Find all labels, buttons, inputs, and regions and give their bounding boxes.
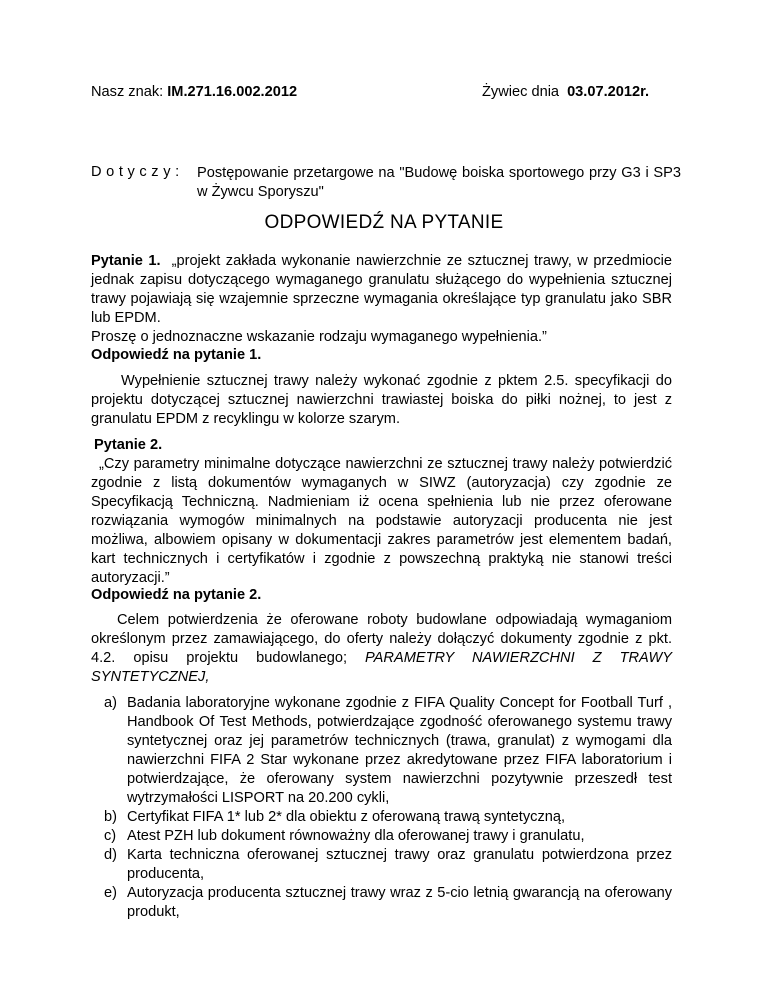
date-label: Żywiec dnia [482,84,560,100]
list-item-text: Badania laboratoryjne wykonane zgodnie z FIFA Quality Concept for Football Turf , Handbook Of Test Methods, potwierdzające zgodność oferowanego systemu trawy syntetycznej oraz jej parametrów technicznych (trawa, granulat) z wymogami dla nawierzchni FIFA 2 Star wykonane przez akredytowane przez FIFA laboratorium i potwierdzające, że oferowany system nawierzchni pozytywnie przeszedł test wytrzymałości LISPORT na 20.200 cykli, [127,695,672,806]
list-item-text: Certyfikat FIFA 1* lub 2* dla obiektu z oferowaną trawą syntetyczną, [127,809,566,825]
answer-1-heading: Odpowiedź na pytanie 1. [91,347,262,363]
list-item-marker: a) [104,695,117,711]
question-1-text [91,252,672,328]
question-1 [91,252,672,347]
list-item-marker: c) [104,828,117,844]
reference-label: Nasz znak: [91,84,164,100]
subject-text: Postępowanie przetargowe na "Budowę boiska sportowego przy G3 i SP3 w Żywcu Sporyszu" [197,165,681,200]
list-item [91,827,672,846]
question-2 [91,436,672,588]
subject-label: Dotyczy: [91,164,184,180]
reference-number [91,84,297,100]
reference-value: IM.271.16.002.2012 [167,84,298,100]
list-item-marker: b) [104,809,117,825]
list-item-marker: e) [104,885,117,901]
list-item [91,808,672,827]
answer-2-heading: Odpowiedź na pytanie 2. [91,587,262,603]
list-item-text: Karta techniczna oferowanej sztucznej trawy oraz granulatu potwierdzona przez producenta, [127,847,672,882]
list-item [91,846,672,884]
question-1-label: Pytanie 1. [91,253,161,269]
question-2-text: „Czy parametry minimalne dotyczące nawierzchni ze sztucznej trawy należy potwierdzić zgodnie z listą dokumentów wymaganych w SIWZ (autoryzacja) czy zgodnie ze Specyfikacją Techniczną. Nadmieniam iż ocena spełnienia lub nie przez oferowane rozwiązania wymogów minimalnych na podstawie autoryzacji producenta nie jest możliwa, albowiem opisany w dokumentacji zakres parametrów jest elementem badań, kart technicznych i certyfikatów i zgodnie z powszechną praktyką nie stanowi treści autoryzacji.” [91,456,672,586]
answer-1-text: Wypełnienie sztucznej trawy należy wykonać zgodnie z pktem 2.5. specyfikacji do projektu dotyczącej sztucznej nawierzchni trawiastej boiska do piłki nożnej, to jest z granulatu EPDM z recyklingu w kolorze szarym. [91,373,672,427]
list-item-marker: d) [104,847,117,863]
list-item-text: Autoryzacja producenta sztucznej trawy wraz z 5-cio letnią gwarancją na oferowany produkt, [127,885,672,920]
answer-2-intro-italic: PARAMETRY NAWIERZCHNI Z TRAWY SYNTETYCZNEJ, [91,650,672,685]
list-item [91,694,672,808]
document-date [482,84,649,100]
page-title: ODPOWIEDŹ NA PYTANIE [264,212,504,233]
list-item [91,884,672,922]
date-value: 03.07.2012r. [567,84,650,100]
question-1-request: Proszę o jednoznaczne wskazanie rodzaju wymaganego wypełnienia.” [91,329,547,345]
answer-2-intro-text: Celem potwierdzenia że oferowane roboty budowlane odpowiadają wymaganiom określonym przez zamawiającego, do oferty należy dołączyć dokumenty zgodnie z pkt. 4.2. opisu projektu budowlanego; [91,612,672,666]
question-2-label: Pytanie 2. [94,437,163,453]
list-item-text: Atest PZH lub dokument równoważny dla oferowanej trawy i granulatu, [127,828,585,844]
answer-2-list [91,694,672,922]
answer-2-intro [91,611,672,687]
question-1-body: „projekt zakłada wykonanie nawierzchnie ze sztucznej trawy, w przedmiocie jednak zapisu dotyczącego wymaganego granulatu służącego do wypełnienia sztucznej trawy pojawiają się wzajemnie sprzeczne wymagania określające typ granulatu jako SBR lub EPDM. [91,253,673,326]
